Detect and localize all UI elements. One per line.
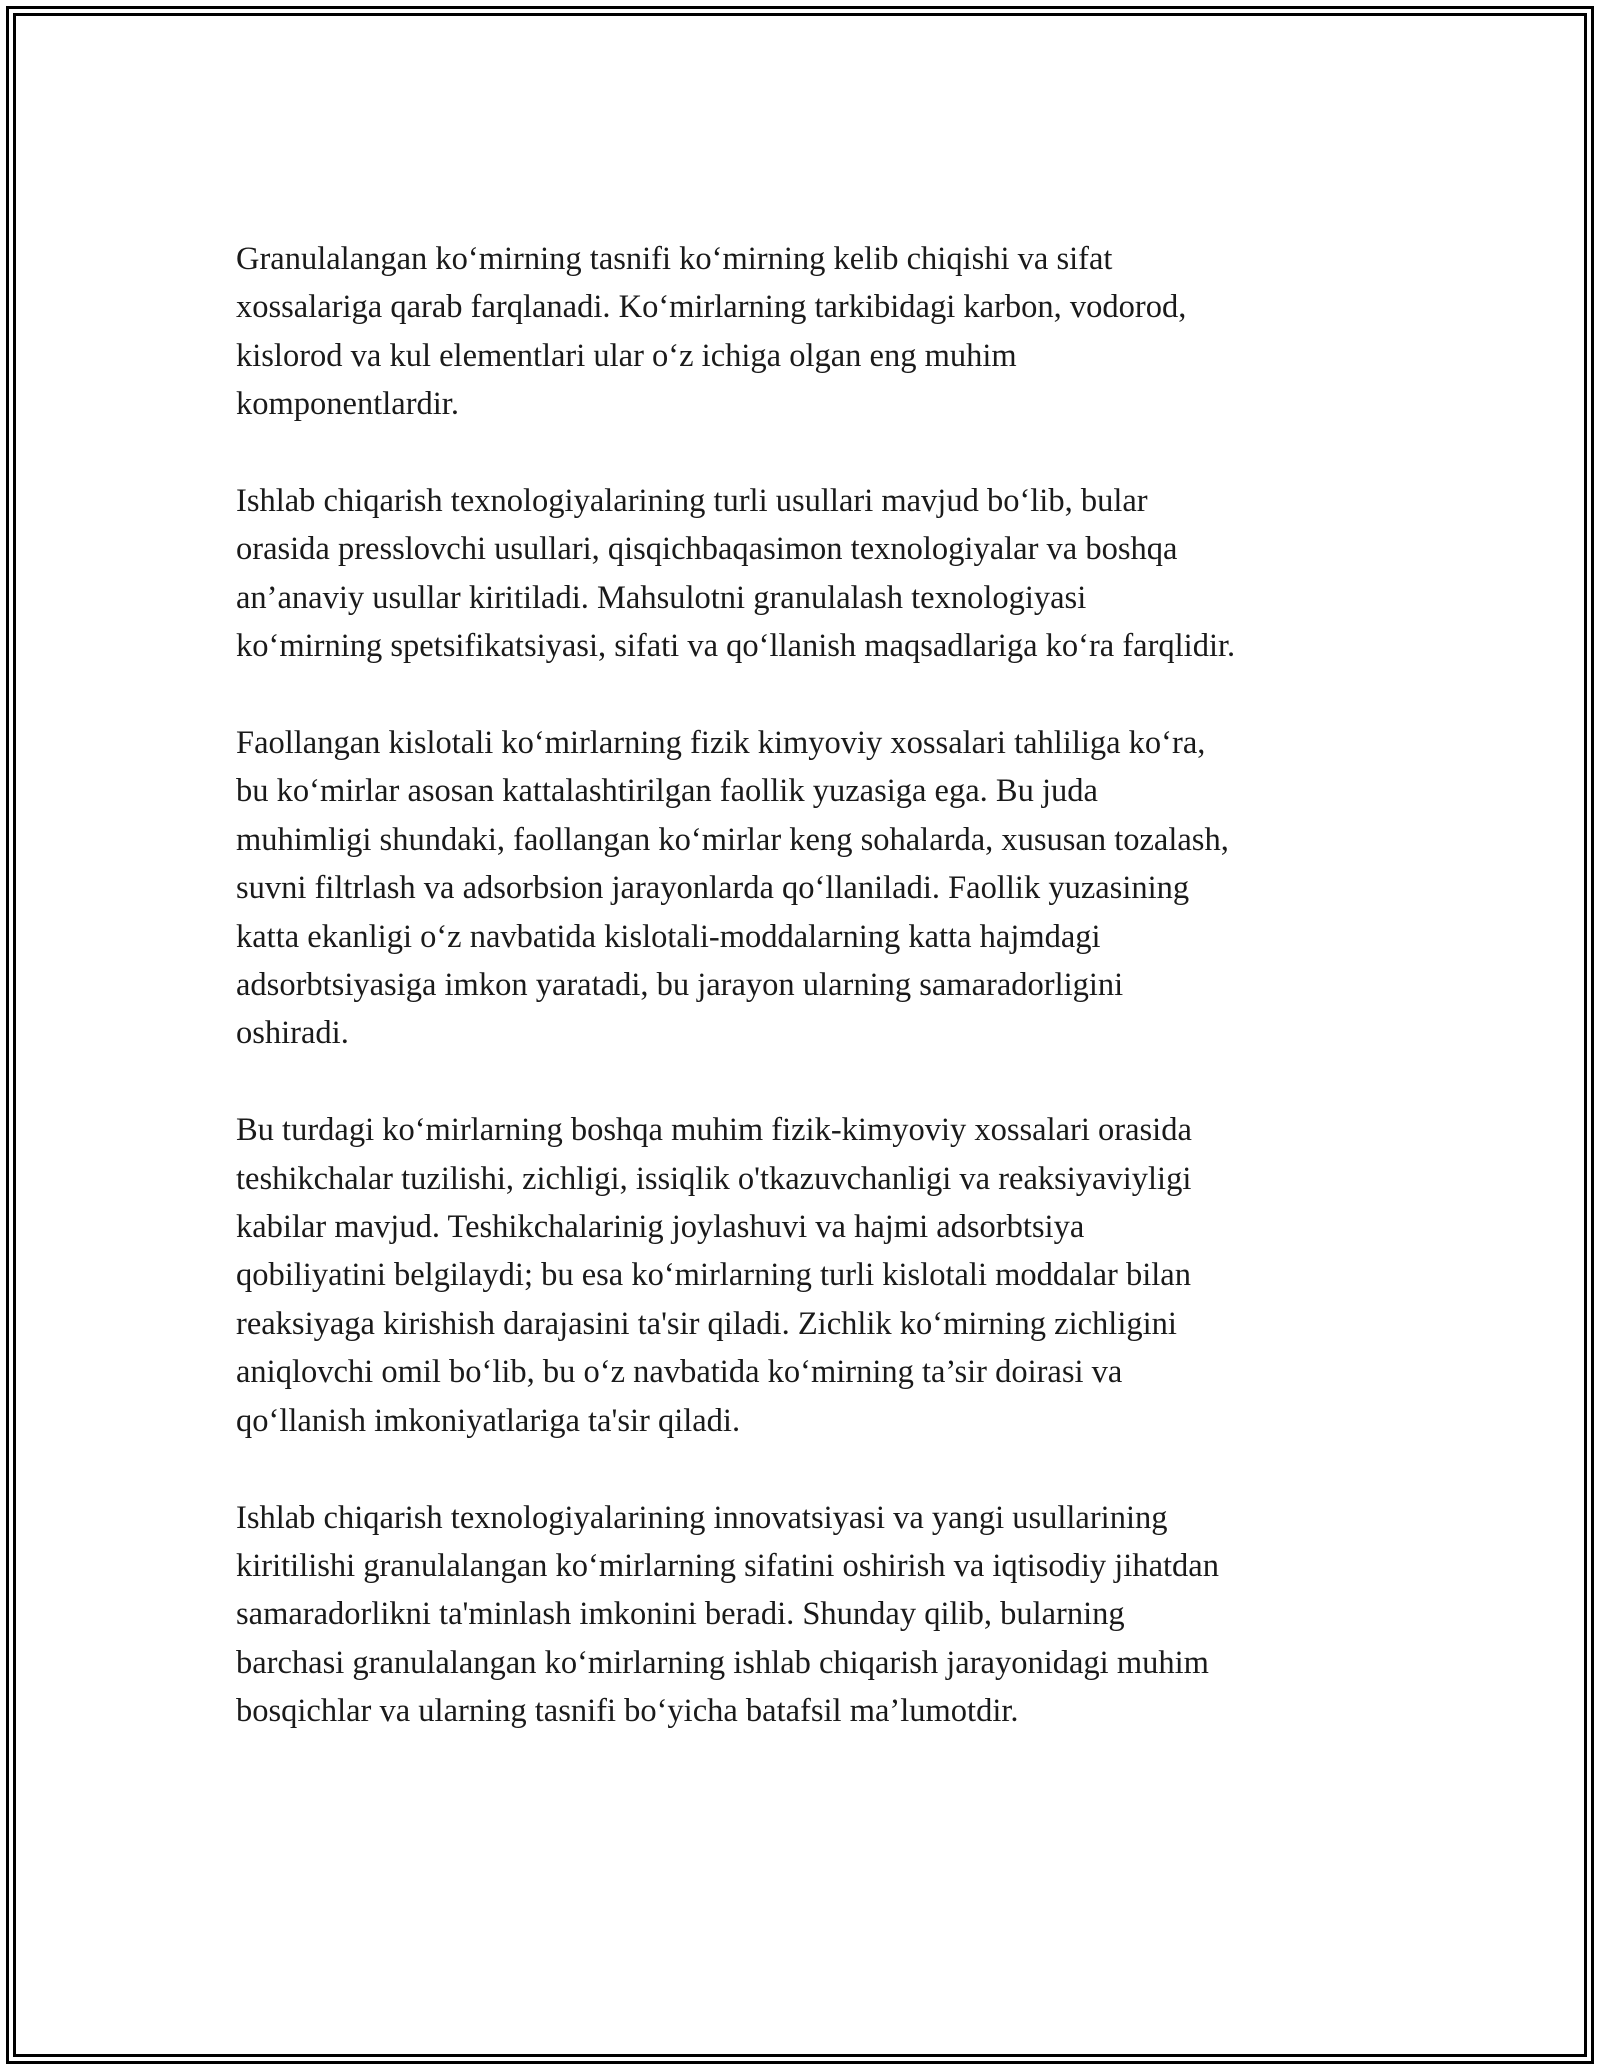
text-line: qobiliyatini belgilaydi; bu esa ko‘mirlarning turli kislotali moddalar bilan [236, 1257, 1191, 1294]
text-line: aniqlovchi omil bo‘lib, bu o‘z navbatida ko‘mirning ta’sir doirasi va [236, 1354, 1123, 1391]
text-line: ko‘mirning spetsifikatsiyasi, sifati va qo‘llanish maqsadlariga ko‘ra farqlidir. [236, 628, 1236, 665]
text-line: kiritilishi granulalangan ko‘mirlarning sifatini oshirish va iqtisodiy jihatdan [236, 1547, 1219, 1584]
paragraph-5 [236, 1494, 1386, 1736]
paragraph-3 [236, 719, 1386, 1058]
text-line: bosqichlar va ularning tasnifi bo‘yicha batafsil ma’lumotdir. [236, 1693, 1019, 1730]
text-line: teshikchalar tuzilishi, zichligi, issiqlik o'tkazuvchanligi va reaksiyaviyligi [236, 1160, 1192, 1197]
text-line: xossalariga qarab farqlanadi. Ko‘mirlarning tarkibidagi karbon, vodorod, [236, 289, 1187, 326]
text-line: Ishlab chiqarish texnologiyalarining turli usullari mavjud bo‘lib, bular [236, 483, 1148, 520]
text-line: samaradorlikni ta'minlash imkonini beradi. Shunday qilib, bularning [236, 1596, 1125, 1633]
text-line: muhimligi shundaki, faollangan ko‘mirlar keng sohalarda, xususan tozalash, [236, 821, 1229, 858]
text-line: bu ko‘mirlar asosan kattalashtirilgan faollik yuzasiga ega. Bu juda [236, 773, 1098, 810]
text-line: Granulalangan ko‘mirning tasnifi ko‘mirning kelib chiqishi va sifat [236, 241, 1113, 277]
text-line: an’anaviy usullar kiritiladi. Mahsulotni granulalash texnologiyasi [236, 579, 1087, 616]
text-line: qo‘llanish imkoniyatlariga ta'sir qiladi. [236, 1402, 741, 1439]
text-line: Faollangan kislotali ko‘mirlarning fizik kimyoviy xossalari tahliliga ko‘ra, [236, 725, 1206, 762]
paragraph-4 [236, 1106, 1386, 1445]
text-line: suvni filtrlash va adsorbsion jarayonlarda qo‘llaniladi. Faollik yuzasining [236, 870, 1190, 907]
text-line: reaksiyaga kirishish darajasini ta'sir qiladi. Zichlik ko‘mirning zichligini [236, 1305, 1177, 1342]
paragraph-2 [236, 477, 1386, 671]
text-line: oshiradi. [236, 1015, 349, 1052]
text-line: katta ekanligi o‘z navbatida kislotali-moddalarning katta hajmdagi [236, 918, 1101, 955]
text-line: adsorbtsiyasiga imkon yaratadi, bu jarayon ularning samaradorligini [236, 967, 1124, 1004]
text-line: Ishlab chiqarish texnologiyalarining innovatsiyasi va yangi usullarining [236, 1499, 1168, 1536]
paragraph-1 [236, 235, 1386, 429]
document-body [236, 235, 1386, 1784]
text-line: orasida presslovchi usullari, qisqichbaqasimon texnologiyalar va boshqa [236, 531, 1178, 568]
text-line: barchasi granulalangan ko‘mirlarning ishlab chiqarish jarayonidagi muhim [236, 1644, 1209, 1681]
text-line: Bu turdagi ko‘mirlarning boshqa muhim fizik-kimyoviy xossalari orasida [236, 1112, 1192, 1149]
text-line: kislorod va kul elementlari ular o‘z ichiga olgan eng muhim [236, 337, 1017, 374]
text-line: kabilar mavjud. Teshikchalarinig joylashuvi va hajmi adsorbtsiya [236, 1209, 1085, 1246]
text-line: komponentlardir. [236, 386, 459, 423]
